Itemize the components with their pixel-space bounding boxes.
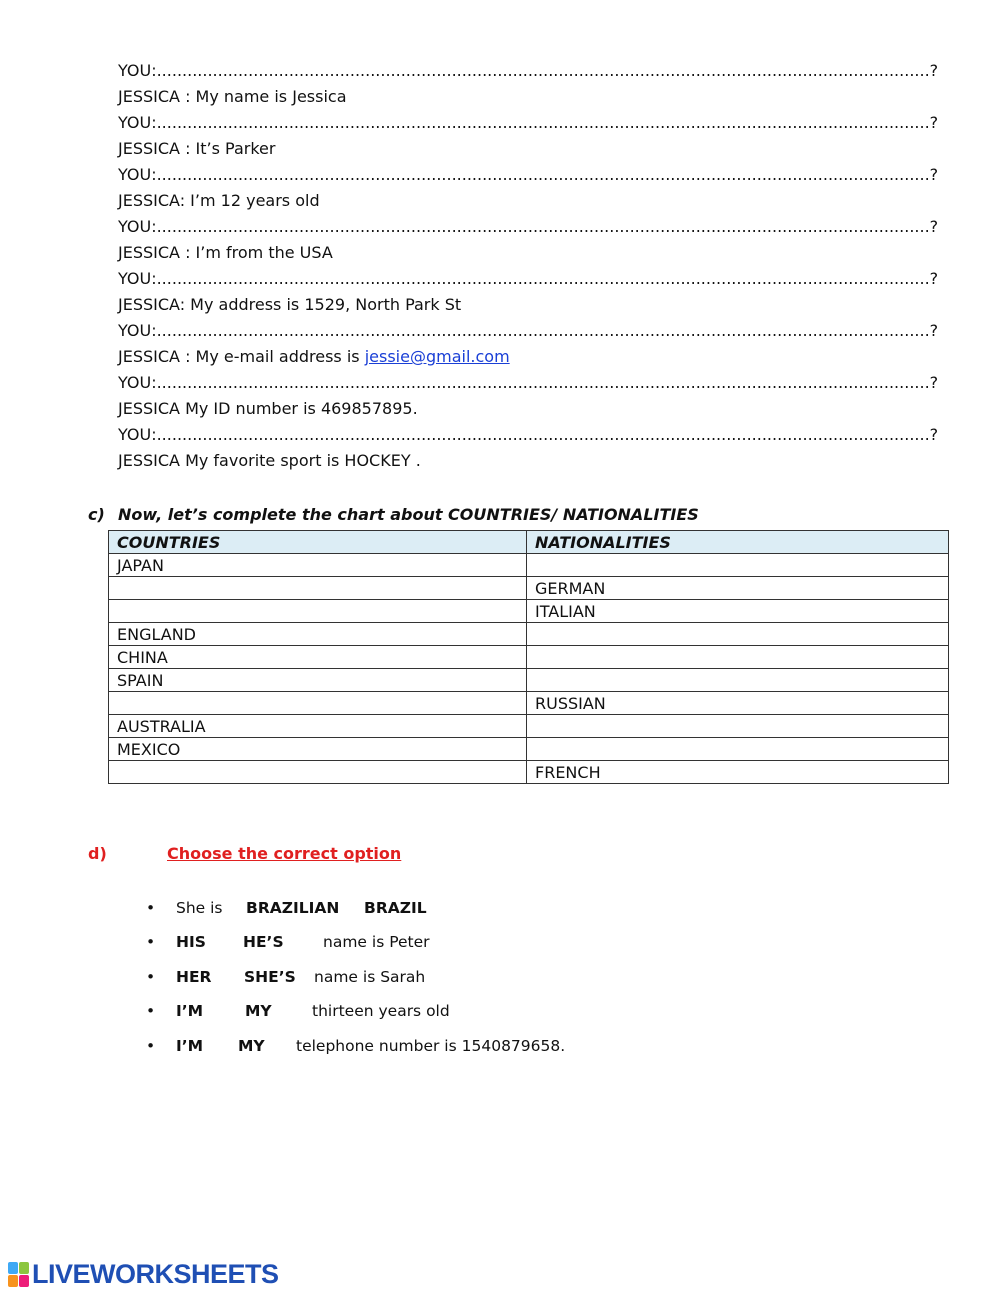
email-link[interactable]: jessie@gmail.com <box>364 347 510 366</box>
table-row <box>109 715 949 738</box>
countries-chart <box>108 530 949 784</box>
nationality-cell[interactable]: RUSSIAN <box>527 692 949 715</box>
table-row <box>109 761 949 784</box>
bullet: • <box>146 1036 156 1055</box>
question-mark: ? <box>929 373 939 392</box>
option-lead: She is <box>176 899 223 917</box>
nationality-cell[interactable] <box>527 646 949 669</box>
section-title: Choose the correct option <box>167 844 402 863</box>
answer-blank[interactable]: ........................................................................................................................................................ <box>156 269 930 288</box>
jessica-line <box>118 344 578 370</box>
section-c-heading <box>88 505 699 524</box>
nationality-cell[interactable] <box>527 669 949 692</box>
answer-blank[interactable]: ........................................................................................................................................................ <box>156 425 930 444</box>
bullet: • <box>146 1002 156 1021</box>
question-mark: ? <box>929 165 939 184</box>
jessica-text: JESSICA : My e-mail address is <box>118 347 365 366</box>
section-letter: c) <box>88 505 105 524</box>
answer-blank[interactable]: ........................................................................................................................................................ <box>156 61 930 80</box>
table-row <box>109 738 949 761</box>
bullet: • <box>146 933 156 952</box>
option-b[interactable]: SHE’S <box>244 967 296 986</box>
option-b[interactable]: MY <box>245 1002 272 1021</box>
option-rest: thirteen years old <box>312 1002 450 1021</box>
speaker-label: YOU: <box>118 217 157 236</box>
section-letter: d) <box>88 844 107 863</box>
header-countries: COUNTRIES <box>109 531 527 554</box>
country-cell[interactable]: SPAIN <box>109 669 527 692</box>
you-line[interactable] <box>118 214 939 240</box>
question-mark: ? <box>929 321 939 340</box>
question-mark: ? <box>929 113 939 132</box>
question-mark: ? <box>929 61 939 80</box>
you-line[interactable] <box>118 266 939 292</box>
jessica-line: JESSICA: My address is 1529, North Park St <box>118 295 462 314</box>
table-row <box>109 600 949 623</box>
option-b[interactable]: MY <box>238 1036 265 1055</box>
option-rest: name is Peter <box>323 933 430 952</box>
dialogue <box>118 58 939 474</box>
speaker-label: YOU: <box>118 373 157 392</box>
list-item <box>146 965 746 999</box>
list-item <box>146 1034 746 1068</box>
speaker-label: YOU: <box>118 425 157 444</box>
you-line[interactable] <box>118 58 939 84</box>
option-b[interactable]: BRAZIL <box>364 899 427 917</box>
answer-blank[interactable]: ........................................................................................................................................................ <box>156 373 930 392</box>
answer-blank[interactable]: ........................................................................................................................................................ <box>156 113 930 132</box>
speaker-label: YOU: <box>118 269 157 288</box>
table-row <box>109 646 949 669</box>
option-a[interactable]: I’M <box>176 1036 204 1055</box>
question-mark: ? <box>929 217 939 236</box>
country-cell[interactable] <box>109 761 527 784</box>
nationality-cell[interactable] <box>527 715 949 738</box>
bullet: • <box>146 899 156 917</box>
country-cell[interactable]: CHINA <box>109 646 527 669</box>
answer-blank[interactable]: ........................................................................................................................................................ <box>156 217 930 236</box>
list-item <box>146 896 746 930</box>
country-cell[interactable] <box>109 692 527 715</box>
option-rest: telephone number is 1540879658. <box>296 1036 566 1055</box>
speaker-label: YOU: <box>118 61 157 80</box>
option-a[interactable]: HER <box>176 967 212 986</box>
jessica-line: JESSICA My favorite sport is HOCKEY . <box>118 451 421 470</box>
table-row <box>109 554 949 577</box>
option-a[interactable]: I’M <box>176 1002 204 1021</box>
liveworksheets-logo-icon <box>8 1262 29 1287</box>
table-row <box>109 623 949 646</box>
speaker-label: YOU: <box>118 165 157 184</box>
nationality-cell[interactable] <box>527 738 949 761</box>
nationality-cell[interactable]: FRENCH <box>527 761 949 784</box>
country-cell[interactable]: JAPAN <box>109 554 527 577</box>
nationality-cell[interactable]: GERMAN <box>527 577 949 600</box>
nationality-cell[interactable]: ITALIAN <box>527 600 949 623</box>
country-cell[interactable] <box>109 600 527 623</box>
you-line[interactable] <box>118 110 939 136</box>
option-rest: name is Sarah <box>314 967 426 986</box>
you-line[interactable] <box>118 370 939 396</box>
options-list <box>146 896 746 1068</box>
answer-blank[interactable]: ........................................................................................................................................................ <box>156 165 930 184</box>
you-line[interactable] <box>118 318 939 344</box>
section-d-heading <box>88 844 402 863</box>
list-item <box>146 999 746 1033</box>
logo-text: LIVEWORKSHEETS <box>32 1258 279 1289</box>
speaker-label: YOU: <box>118 113 157 132</box>
option-a[interactable]: BRAZILIAN <box>246 899 340 917</box>
answer-blank[interactable]: ........................................................................................................................................................ <box>156 321 930 340</box>
jessica-line: JESSICA : It’s Parker <box>118 139 276 158</box>
you-line[interactable] <box>118 162 939 188</box>
option-a[interactable]: HIS <box>176 933 206 952</box>
option-b[interactable]: HE’S <box>243 933 284 952</box>
section-title: Now, let’s complete the chart about COUNTRIES/ NATIONALITIES <box>118 505 699 524</box>
country-cell[interactable]: AUSTRALIA <box>109 715 527 738</box>
you-line[interactable] <box>118 422 939 448</box>
table-row <box>109 669 949 692</box>
speaker-label: YOU: <box>118 321 157 340</box>
nationality-cell[interactable] <box>527 554 949 577</box>
jessica-line: JESSICA: I’m 12 years old <box>118 191 320 210</box>
table-header-row <box>109 531 949 554</box>
jessica-line: JESSICA : My name is Jessica <box>118 87 347 106</box>
liveworksheets-logo[interactable] <box>8 1260 279 1288</box>
country-cell[interactable]: MEXICO <box>109 738 527 761</box>
country-cell[interactable]: ENGLAND <box>109 623 527 646</box>
nationality-cell[interactable] <box>527 623 949 646</box>
table-row <box>109 577 949 600</box>
question-mark: ? <box>929 425 939 444</box>
bullet: • <box>146 967 156 986</box>
jessica-line: JESSICA : I’m from the USA <box>118 243 333 262</box>
jessica-line: JESSICA My ID number is 469857895. <box>118 399 418 418</box>
table-row <box>109 692 949 715</box>
list-item <box>146 930 746 964</box>
question-mark: ? <box>929 269 939 288</box>
country-cell[interactable] <box>109 577 527 600</box>
header-nationalities: NATIONALITIES <box>527 531 949 554</box>
